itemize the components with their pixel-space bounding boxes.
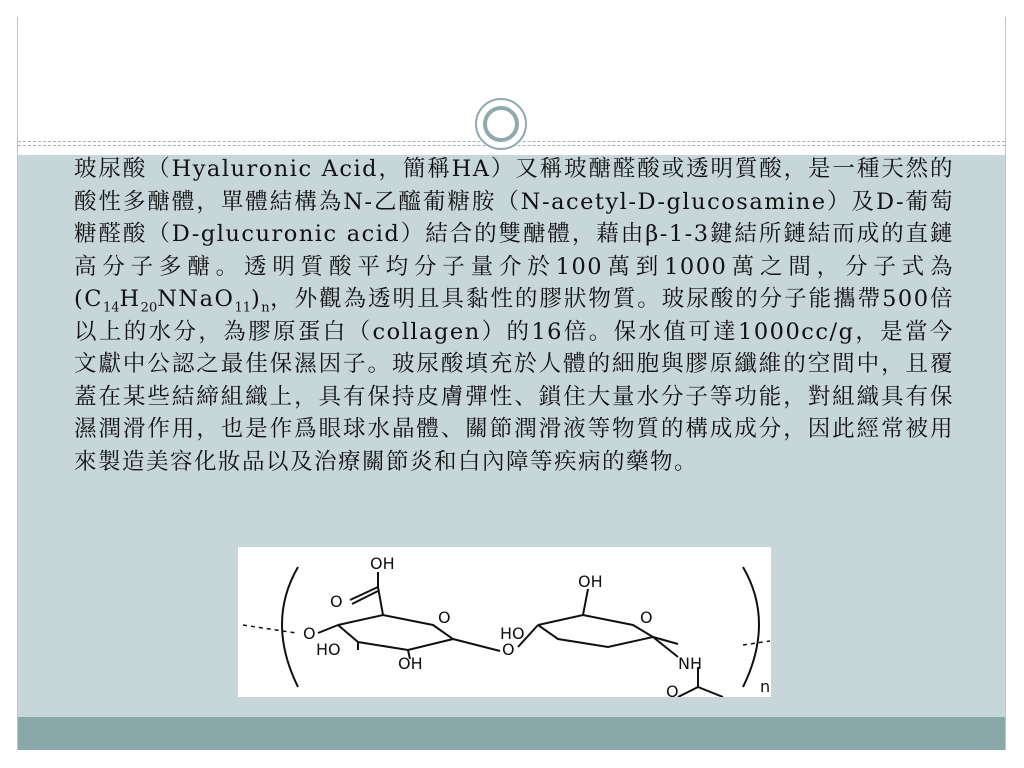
left-bracket: [282, 567, 298, 687]
label-ho-mid: HO: [500, 624, 525, 643]
decorative-circle-icon: [475, 98, 527, 150]
label-o-ring-right: O: [640, 608, 653, 627]
glucosamine-ring: [518, 589, 723, 697]
formula-subscript: 11: [234, 300, 252, 316]
chain-end-left: [243, 625, 296, 633]
label-nh: NH: [678, 654, 702, 673]
label-o-link-left: O: [303, 624, 316, 643]
label-o-ring-left: O: [438, 608, 451, 627]
paragraph-text-run: NNaO: [157, 286, 235, 312]
body-paragraph: [74, 153, 954, 478]
label-ho-left: HO: [316, 640, 341, 659]
formula-subscript: 14: [103, 300, 120, 316]
label-o-link-mid: O: [502, 640, 515, 659]
structure-svg: [238, 547, 771, 697]
right-bracket: [743, 567, 759, 687]
paragraph-text-run: ，外觀為透明且具黏性的膠狀物質。玻尿酸的分子能攜帶500倍以上的水分，為膠原蛋白（collagen）的16倍。保水值可達1000cc/g，是當今文獻中公認之最佳保濕因子。玻尿酸填充於人體的細胞與膠原纖維的空間中，且覆蓋在某些結締組織上，具有保持皮膚彈性、鎖住大量水分子等功能，對組織具有保濕潤滑作用，也是作爲眼球水晶體、關節潤滑液等物質的構成成分，因此經常被用來製造美容化妝品以及治療關節炎和白內障等疾病的藥物。: [74, 286, 954, 475]
label-oh-bottom-left: OH: [398, 654, 423, 673]
paragraph-text-run: ): [251, 286, 262, 312]
footer-band: [18, 717, 1005, 750]
label-o-carbonyl: O: [330, 592, 343, 611]
hyaluronic-acid-structure-diagram: [238, 547, 771, 697]
label-oh-top-left: OH: [370, 554, 395, 573]
formula-subscript: n: [261, 300, 270, 316]
label-subscript-n: n: [760, 677, 771, 696]
paragraph-text-run: H: [119, 286, 141, 312]
label-o-amide: O: [666, 682, 679, 697]
decorative-circle-inner: [483, 106, 519, 142]
label-oh-top-right: OH: [578, 572, 603, 591]
formula-subscript: 20: [140, 300, 158, 316]
paragraph-text-run: 玻尿酸（Hyaluronic Acid，簡稱HA）又稱玻醣醛酸或透明質酸，是一種天然的酸性多醣體，單體結構為N-乙醯葡糖胺（N-acetyl-D-glucosamine）及D-葡萄糖醛酸（D-glucuronic acid）結合的雙醣體，藉由β-1-3鍵結所鏈結而成的直鏈高分子多醣。透明質酸平均分子量介於100萬到1000萬之間，分子式為(C: [74, 156, 954, 312]
